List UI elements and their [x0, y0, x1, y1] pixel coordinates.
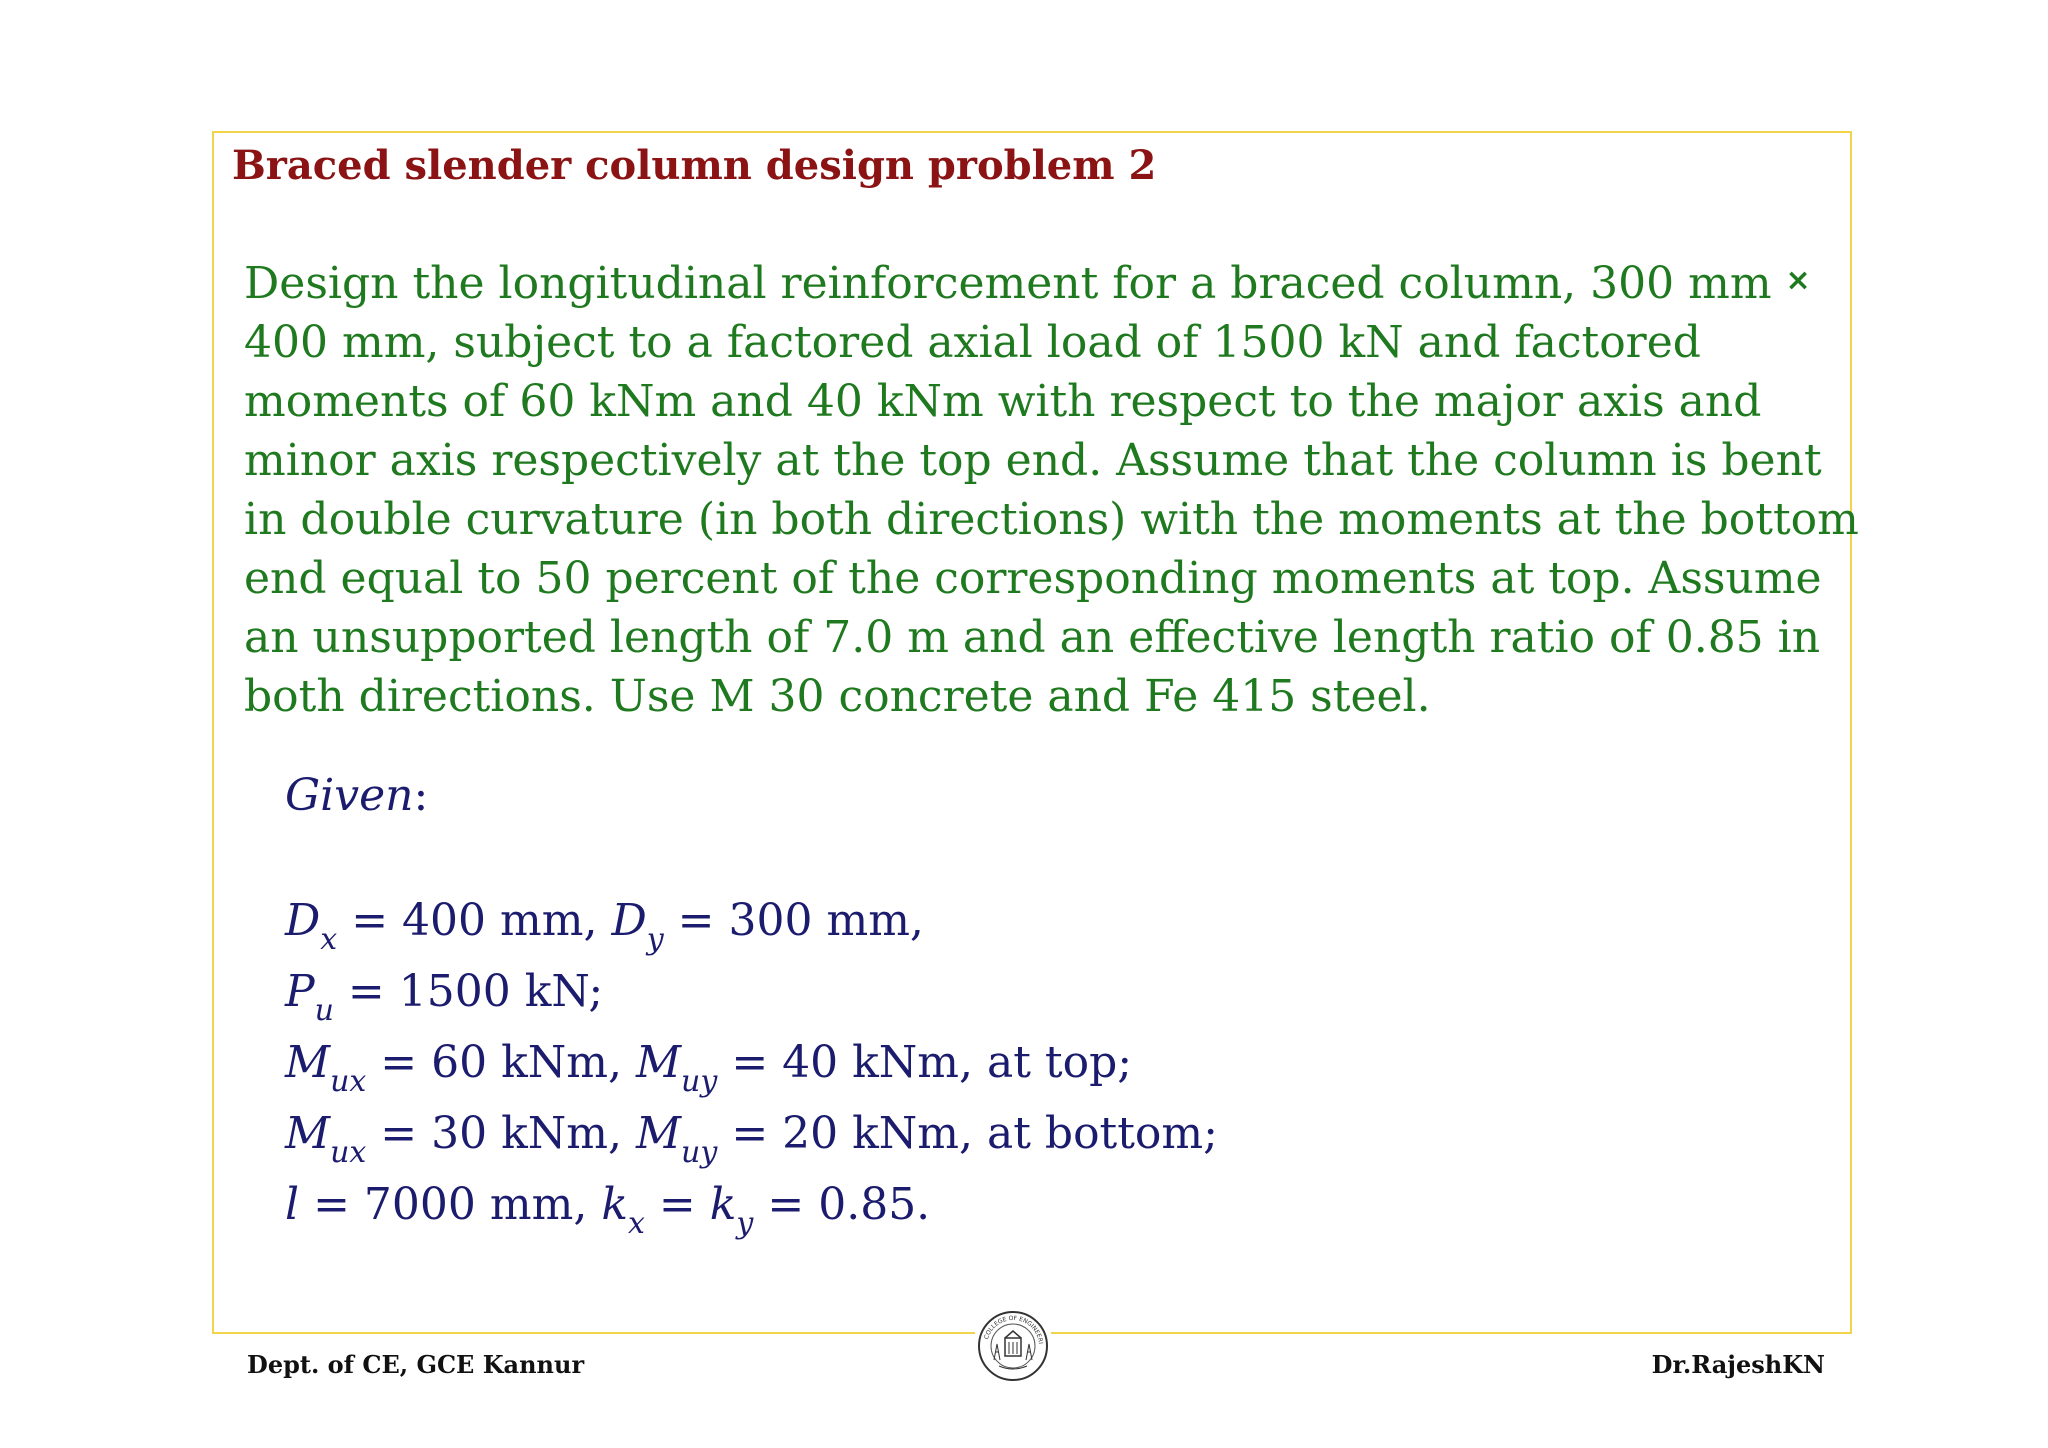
problem-line: both directions. Use M 30 concrete and Fe 415 steel. — [244, 671, 1431, 722]
times-symbol: × — [1785, 263, 1811, 298]
problem-line: in double curvature (in both directions) with the moments at the bottom — [244, 494, 1859, 545]
given-label: Given: — [285, 770, 429, 821]
given-dimensions: $D_x = 400$ mm, $D_y = 300$ mm, — [285, 895, 924, 957]
footer-divider-left — [212, 1332, 970, 1334]
given-length: l = 7000 mm, $k_x = k_y = 0.85$. — [285, 1179, 931, 1241]
svg-text:COLLEGE OF ENGINEERING: COLLEGE OF ENGINEERI — [982, 1314, 1044, 1345]
problem-line: Design the longitudinal reinforcement for a braced column, 300 mm × — [244, 258, 1811, 309]
problem-line: an unsupported length of 7.0 m and an effective length ratio of 0.85 in — [244, 612, 1821, 663]
footer-department: Dept. of CE, GCE Kannur — [247, 1350, 585, 1379]
footer-author: Dr.RajeshKN — [1651, 1350, 1825, 1379]
problem-statement — [244, 251, 1859, 726]
problem-line: 400 mm, subject to a factored axial load of 1500 kN and factored — [244, 317, 1701, 368]
given-axial-load: $P_u = 1500$ kN; — [285, 966, 604, 1028]
given-values — [285, 885, 1218, 1240]
given-moments-bottom: $M_{ux} = 30$ kNm, $M_{uy} = 20$ kNm, at bottom; — [285, 1108, 1218, 1170]
footer-divider-right — [1056, 1332, 1852, 1334]
problem-line: minor axis respectively at the top end. Assume that the column is bent — [244, 435, 1822, 486]
slide-title: Braced slender column design problem 2 — [232, 142, 1157, 189]
problem-line: moments of 60 kNm and 40 kNm with respect to the major axis and — [244, 376, 1762, 427]
college-seal-icon — [975, 1308, 1051, 1384]
given-moments-top: $M_{ux} = 60$ kNm, $M_{uy} = 40$ kNm, at top; — [285, 1037, 1133, 1099]
problem-line: end equal to 50 percent of the corresponding moments at top. Assume — [244, 553, 1822, 604]
